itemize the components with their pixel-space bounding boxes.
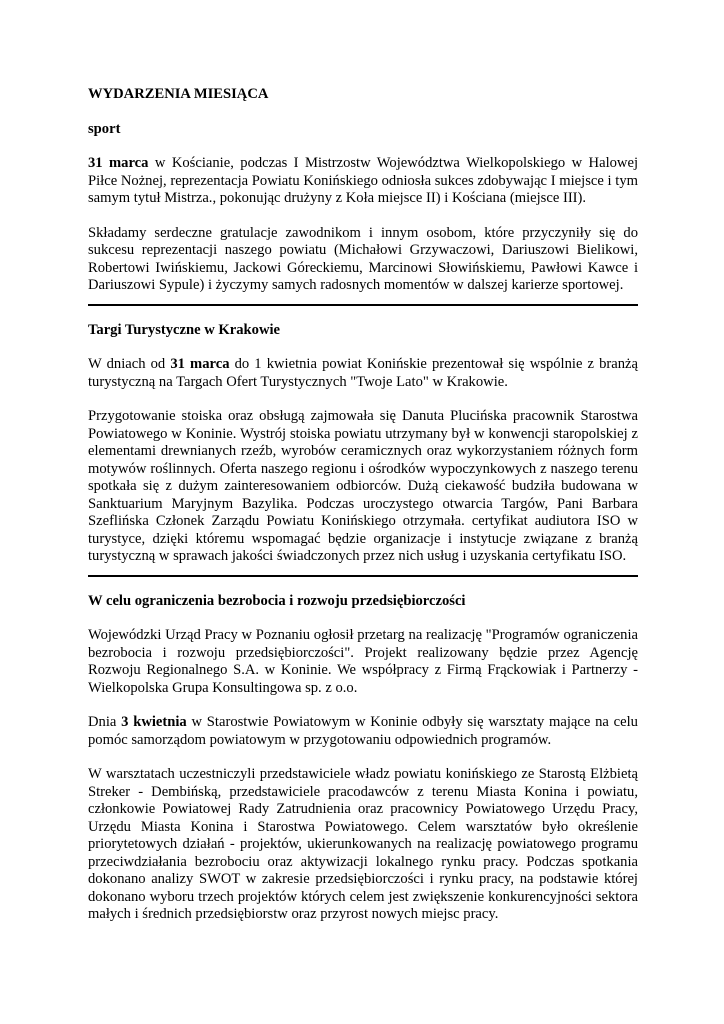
targi-paragraph-2: Przygotowanie stoiska oraz obsługą zajmowała się Danuta Plucińska pracownik Starostwa Powiatowego w Koninie. Wystrój stoiska powiatu utrzymany był w konwencji staropolskiej z elementami drewnianych rzeźb, wyrobów ceramicznych oraz wykorzystaniem różnych form motywów roślinnych. Oferta naszego regionu i ośrodków wypoczynkowych z naszego terenu spotkała się z dużym zainteresowaniem odbiorców. Dużą ciekawość budziła budowana w Sanktuarium Maryjnym Bazylika. Podczas uroczystego otwarcia Targów, Pani Barbara Szeflińska Członek Zarządu Powiatu Konińskiego otrzymała. certyfikat audiutora ISO w turystyce, dzięki któremu wspomagać będzie organizacje i instytucje związane z branżą turystyczną w sprawach jakości świadczonych przez nich usług i uzyskania certyfikatu ISO. — [88, 408, 638, 564]
sport-paragraph-1-text: w Kościanie, podczas I Mistrzostw Województwa Wielkopolskiego w Halowej Piłce Nożnej, reprezentacja Powiatu Konińskiego odniosła sukces zdobywając I miejsce i tym samym tytuł Mistrza., pokonując drużyny z Koła miejsce II) i Kościana (miejsce III). — [88, 155, 638, 206]
warsztaty-date: 3 kwietnia — [121, 714, 187, 730]
section-heading-bezrobocie: W celu ograniczenia bezrobocia i rozwoju przedsiębiorczości — [88, 592, 466, 609]
bezrobocie-paragraph-3: W warsztatach uczestniczyli przedstawiciele władz powiatu konińskiego ze Starostą Elżbietą Streker - Dembińską, przedstawiciele pracodawców z terenu Miasta Konina i powiatu, członkowie Powiatowej Rady Zatrudnienia oraz pracownicy Powiatowego Urzędu Pracy, Urzędu Miasta Konina i Starostwa Powiatowego. Celem warsztatów było określenie priorytetowych działań - projektów, ukierunkowanych na realizację powiatowego programu przeciwdziałania bezrobociu oraz aktywizacji lokalnego rynku pracy. Podczas spotkania dokonano analizy SWOT w zakresie przedsiębiorczości i rynku pracy, na podstawie której dokonano wyboru trzech projektów których celem jest zwiększenie konkurencyjności sektora małych i średnich przedsiębiorstw oraz przyrost nowych miejsc pracy. — [88, 766, 638, 922]
targi-paragraph-1 — [88, 356, 638, 391]
bezrobocie-paragraph-2-post: w Starostwie Powiatowym w Koninie odbyły się warsztaty mające na celu pomóc samorządom powiatowym w przygotowaniu odpowiednich programów. — [88, 714, 638, 748]
document-page — [88, 86, 638, 924]
targi-paragraph-1-post: do 1 kwietnia powiat Konińskie prezentował się wspólnie z branżą turystyczną na Targach Ofert Turystycznych "Twoje Lato" w Krakowie. — [88, 356, 639, 390]
targi-paragraph-1-pre: W dniach od — [88, 356, 171, 372]
bezrobocie-paragraph-2-pre: Dnia — [88, 714, 122, 730]
bezrobocie-paragraph-1: Wojewódzki Urząd Pracy w Poznaniu ogłosił przetarg na realizację "Programów ograniczenia bezrobocia i rozwoju przedsiębiorczości". Projekt realizowany będzie przez Agencję Rozwoju Regionalnego S.A. w Koninie. We współpracy z Firmą Frąckowiak i Partnerzy - Wielkopolska Grupa Konsultingowa sp. z o.o. — [88, 627, 638, 696]
bezrobocie-paragraph-2 — [88, 714, 638, 749]
sport-paragraph-1 — [88, 155, 638, 208]
document-title: WYDARZENIA MIESIĄCA — [88, 86, 269, 102]
sport-date: 31 marca — [88, 155, 149, 171]
section-heading-targi: Targi Turystyczne w Krakowie — [88, 321, 281, 338]
section-heading-sport: sport — [88, 120, 121, 137]
sport-paragraph-2: Składamy serdeczne gratulacje zawodnikom i innym osobom, które przyczyniły się do sukcesu reprezentacji naszego powiatu (Michałowi Grzywaczowi, Dariuszowi Bielikowi, Robertowi Iwińskiemu, Jackowi Góreckiemu, Marcinowi Słowińskiemu, Pawłowi Kawce i Dariuszowi Sypule) i życzymy samych radosnych momentów w dalszej karierze sportowej. — [88, 224, 638, 293]
targi-date: 31 marca — [170, 356, 230, 372]
